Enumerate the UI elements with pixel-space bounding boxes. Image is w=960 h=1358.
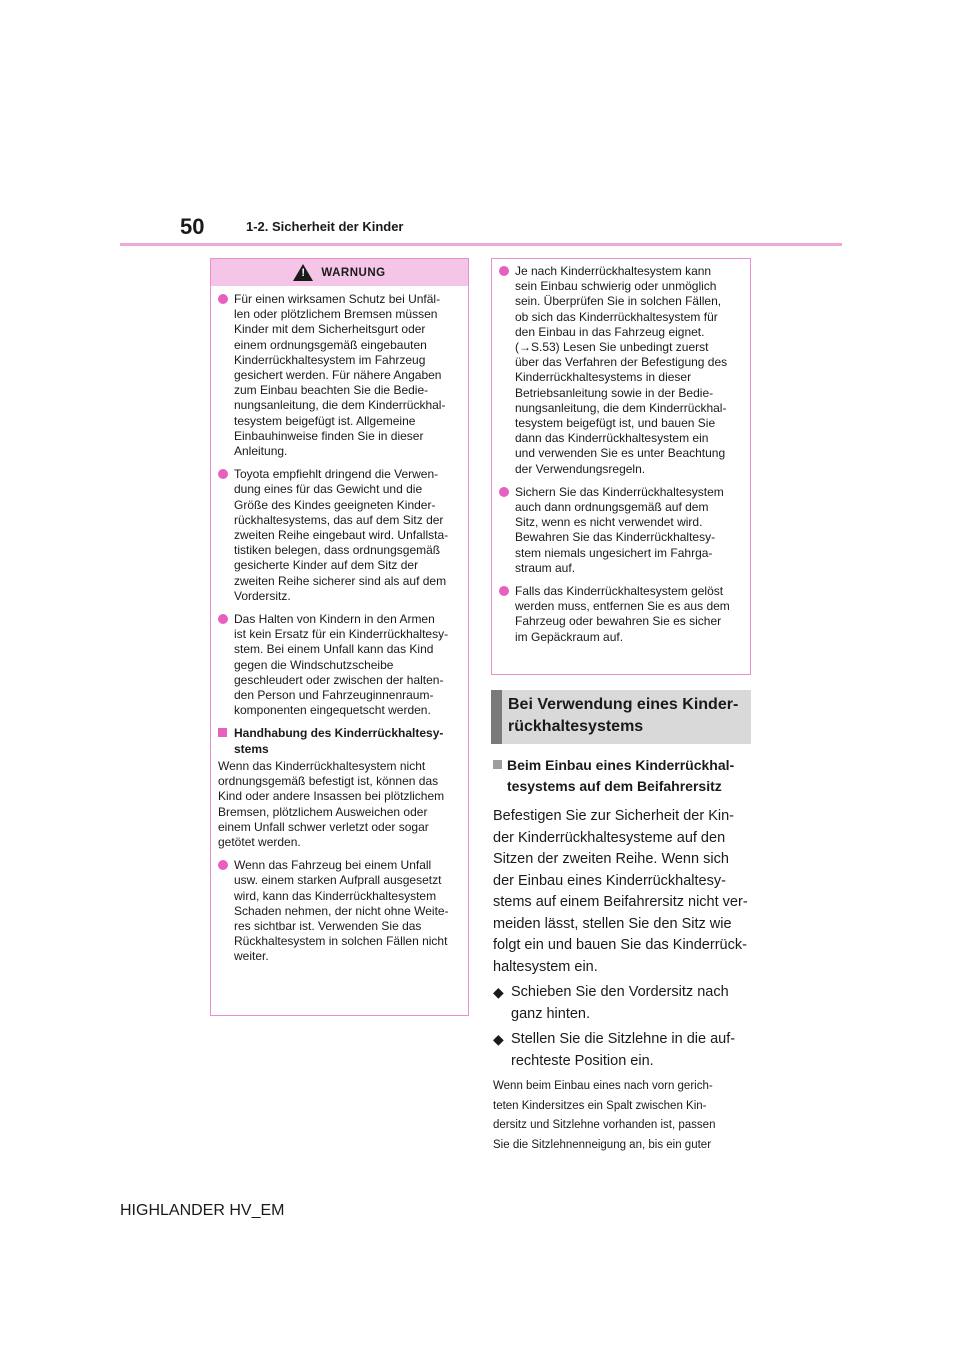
bullet-dot-icon (218, 469, 228, 479)
bullet-dot-icon (218, 860, 228, 870)
text-line: gesichert werden. Für nähere Angaben (234, 368, 442, 383)
text-line: Beim Einbau eines Kinderrückhal- (507, 757, 735, 773)
text-line: Bremsen, plötzlichem Ausweichen oder (218, 804, 428, 819)
text-line: Kinderrückhaltesystem im Fahrzeug (234, 352, 426, 367)
text-line: den Einbau in das Fahrzeug eignet. (515, 324, 705, 339)
diamond-bullet-icon: ◆ (493, 1031, 504, 1047)
square-bullet-icon (218, 728, 227, 737)
text-line: res sichtbar ist. Verwenden Sie das (234, 918, 422, 933)
page-number: 50 (180, 214, 205, 239)
text-line: Je nach Kinderrückhaltesystem kann (515, 264, 712, 278)
warning-subheading (218, 726, 461, 756)
text-line: auch dann ordnungsgemäß auf dem (515, 500, 709, 515)
text-line: einem Unfall schwer verletzt oder sogar (218, 819, 429, 834)
text-line: gesicherte Kinder auf dem Sitz der (234, 558, 419, 573)
text-line: zum Einbau beachten Sie die Bedie- (234, 383, 429, 398)
text-line: Sie die Sitzlehnenneigung an, bis ein guter (493, 1139, 712, 1152)
text-line: nungsanleitung, die dem Kinderrückhal- (234, 398, 446, 413)
text-line: ist kein Ersatz für ein Kinderrückhaltesy- (234, 627, 449, 642)
text-line: tistiken belegen, dass ordnungsgemäß (234, 543, 441, 558)
warning-bullet (499, 584, 743, 645)
bullet-dot-icon (499, 266, 509, 276)
text-line: usw. einem starken Aufprall ausgesetzt (234, 873, 442, 888)
text-line: Wenn das Kinderrückhaltesystem nicht (218, 758, 426, 773)
text-line: Bewahren Sie das Kinderrückhaltesy- (515, 530, 716, 545)
text-line: teten Kindersitzes ein Spalt zwischen Kin- (493, 1099, 707, 1112)
text-line: zweiten Reihe sicherer sind als auf dem (234, 573, 447, 588)
text-line: Sichern Sie das Kinderrückhaltesystem (515, 484, 724, 499)
page-reference-link[interactable]: (→S.53) Lesen Sie unbedingt zuerst (515, 340, 709, 355)
warning-header (211, 259, 468, 286)
text-line: stems auf einem Beifahrersitz nicht ver- (493, 894, 748, 910)
text-line: den Person und Fahrzeuginnenraum- (234, 688, 434, 703)
text-line: stem niemals ungesichert im Fahrga- (515, 545, 713, 560)
text-line: Bei Verwendung eines Kinder- (508, 696, 739, 713)
text-line: Kinderrückhaltesystems in dieser (515, 370, 692, 385)
text-line: Stellen Sie die Sitzlehne in die auf- (511, 1031, 736, 1047)
text-line: sein. Überprüfen Sie in solchen Fällen, (515, 294, 722, 309)
text-line: Befestigen Sie zur Sicherheit der Kin- (493, 808, 734, 824)
text-line: Wenn das Fahrzeug bei einem Unfall (234, 858, 432, 873)
warning-bullet (218, 858, 461, 964)
bullet-dot-icon (218, 614, 228, 624)
text-line: komponenten eingequetscht werden. (234, 703, 431, 718)
text-line: und verwenden Sie es unter Beachtung (515, 446, 726, 461)
text-line: Schaden nehmen, der nicht ohne Weite- (234, 903, 449, 918)
warning-triangle-icon (293, 264, 313, 281)
text-line: dann das Kinderrückhaltesystem ein (515, 431, 709, 446)
section-heading (491, 690, 751, 744)
warning-box-left (210, 258, 469, 1016)
bullet-dot-icon (218, 294, 228, 304)
text-line: sein Einbau schwierig oder unmöglich (515, 279, 717, 294)
text-line: über das Verfahren der Befestigung des (515, 355, 728, 370)
text-line: ob sich das Kinderrückhaltesystem für (515, 309, 718, 324)
text-line: Rückhaltesystem in solchen Fällen nicht (234, 934, 448, 949)
body-paragraph (493, 806, 755, 978)
text-line: zweiten Reihe eingebaut wird. Unfallsta- (234, 528, 449, 543)
text-line: Für einen wirksamen Schutz bei Unfäl- (234, 292, 441, 306)
text-line: Größe des Kindes geeigneten Kinder- (234, 497, 436, 512)
text-line: geschleudert oder zwischen der halten- (234, 672, 444, 687)
section-title: 1-2. Sicherheit der Kinder (246, 219, 404, 234)
text-line: Wenn beim Einbau eines nach vorn gerich- (493, 1080, 713, 1092)
text-line: tesystems auf dem Beifahrersitz (507, 778, 722, 794)
warning-bullet (218, 467, 461, 604)
text-line: rückhaltesystems (508, 718, 644, 735)
header-rule (120, 243, 842, 246)
text-line: der Kinderrückhaltesysteme auf den (493, 829, 726, 846)
text-line: werden muss, entfernen Sie es aus dem (515, 599, 730, 614)
warning-box-right (491, 258, 751, 675)
text-line: Schieben Sie den Vordersitz nach (511, 984, 729, 1000)
text-line: tesystem beigefügt ist. Allgemeine (234, 413, 416, 428)
footer-model: HIGHLANDER HV_EM (120, 1202, 285, 1219)
text-line: dersitz und Sitzlehne vorhanden ist, passen (493, 1119, 716, 1132)
text-line: haltesystem ein. (493, 958, 598, 975)
warning-bullet (499, 264, 743, 477)
text-line: len oder plötzlichem Bremsen müssen (234, 307, 438, 322)
bullet-dot-icon (499, 487, 509, 497)
text-line: Das Halten von Kindern in den Armen (234, 612, 435, 627)
text-line: stems (234, 741, 269, 756)
text-line: ganz hinten. (511, 1005, 591, 1022)
text-line: meiden lässt, stellen Sie den Sitz wie (493, 915, 732, 932)
text-line: Fahrzeug oder bewahren Sie es sicher (515, 614, 722, 629)
warning-bullet (218, 292, 461, 459)
text-line: gegen die Windschutzscheibe (234, 657, 394, 672)
text-line: Einbauhinweise finden Sie in dieser (234, 428, 424, 443)
step-item (493, 982, 755, 1025)
text-line: der Verwendungsregeln. (515, 461, 646, 476)
warning-bullet (499, 485, 743, 576)
note-paragraph (493, 1077, 755, 1156)
text-line: straum auf. (515, 560, 576, 575)
text-line: der Einbau eines Kinderrückhaltesy- (493, 872, 726, 889)
text-line: nungsanleitung, die dem Kinderrückhal- (515, 400, 727, 415)
text-line: rückhaltesystems, das auf dem Sitz der (234, 512, 444, 527)
text-line: Sitzen der zweiten Reihe. Wenn sich (493, 851, 729, 867)
text-line: einem ordnungsgemäß eingebauten (234, 337, 427, 352)
text-line: Handhabung des Kinderrückhaltesy- (234, 726, 444, 741)
warning-bullet (218, 612, 461, 718)
text-line: Kinder mit dem Sicherheitsgurt oder (234, 322, 426, 337)
text-line: folgt ein und bauen Sie das Kinderrück- (493, 937, 747, 953)
bullet-dot-icon (499, 586, 509, 596)
text-line: Kind oder andere Insassen bei plötzlichem (218, 789, 445, 804)
text-line: Sitz, wenn es nicht verwendet wird. (515, 515, 703, 530)
text-line: Falls das Kinderrückhaltesystem gelöst (515, 584, 724, 599)
text-line: Betriebsanleitung sowie in der Bedie- (515, 385, 714, 400)
text-line: rechteste Position ein. (511, 1052, 654, 1069)
diamond-bullet-icon: ◆ (493, 984, 504, 1000)
text-line: weiter. (234, 949, 269, 964)
text-line: im Gepäckraum auf. (515, 629, 624, 644)
subsection-heading (493, 755, 755, 797)
text-line: Anleitung. (234, 444, 288, 459)
warning-title: WARNUNG (321, 266, 386, 279)
step-item (493, 1029, 755, 1072)
square-bullet-icon (493, 760, 502, 769)
warning-paragraph (218, 759, 461, 850)
text-line: dung eines für das Gewicht und die (234, 482, 423, 497)
text-line: getötet werden. (218, 834, 301, 849)
text-line: tesystem beigefügt ist, und bauen Sie (515, 416, 716, 431)
text-line: wird, kann das Kinderrückhaltesystem (234, 888, 437, 903)
text-line: Vordersitz. (234, 588, 291, 603)
text-line: stem. Bei einem Unfall kann das Kind (234, 642, 434, 657)
body-column (493, 755, 755, 1156)
text-line: ordnungsgemäß befestigt ist, können das (218, 774, 439, 789)
text-line: Toyota empfiehlt dringend die Verwen- (234, 467, 439, 482)
